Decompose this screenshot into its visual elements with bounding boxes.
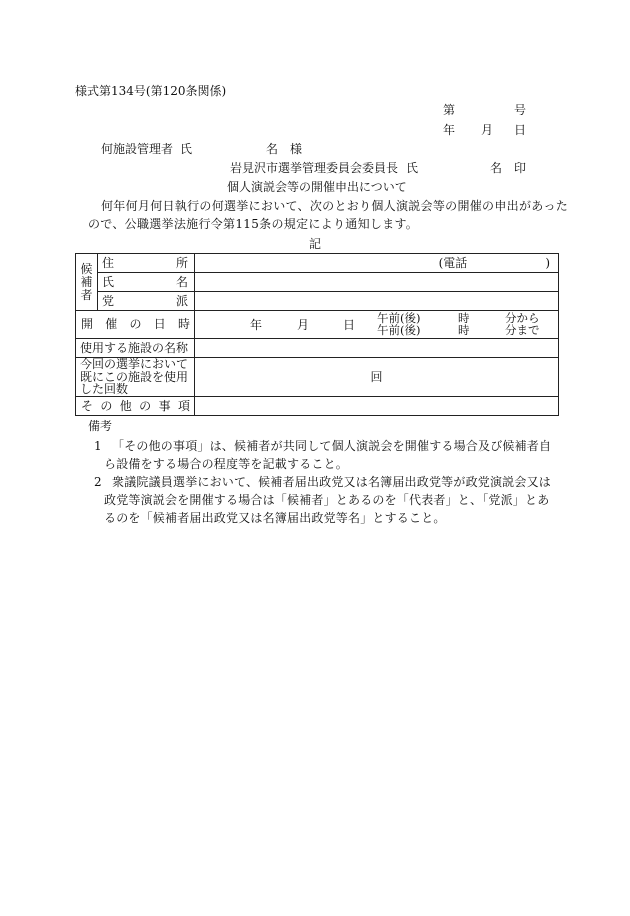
- facility-value-cell: [195, 339, 559, 358]
- sender-mei: 名: [490, 161, 503, 175]
- addressee-mei: 名: [266, 142, 279, 156]
- address-value-cell: [195, 254, 559, 273]
- party-value-cell: [195, 292, 559, 311]
- candidate-label: 候 補 者: [76, 254, 98, 311]
- other-label: そ の 他 の 事 項: [76, 397, 195, 416]
- usage-count-row: [76, 358, 559, 397]
- facility-label: 使用する施設の名称: [76, 339, 195, 358]
- subject-title: 個人演説会等の開催申出について: [227, 180, 407, 194]
- other-row: [76, 397, 559, 416]
- ampm-start: 午前(後): [377, 310, 421, 325]
- note-2: 2 衆議院議員選挙において、候補者届出政党又は名簿届出政党等が政党演説会又は 政党等演説会を開催する場合は「候補者」とあるのを「代表者」と、「党派」とあ るのを「候補者届出政党又は名簿届出政党等名」とすること。: [94, 475, 551, 525]
- name-value-cell: [195, 273, 559, 292]
- datetime-label: 開 催 の 日 時: [76, 311, 195, 339]
- date-year: 年: [443, 123, 456, 137]
- sender-shi: 氏: [406, 161, 419, 175]
- other-value-cell: [195, 397, 559, 416]
- addressee-sama: 様: [290, 142, 303, 156]
- datetime-value-cell: [195, 311, 559, 339]
- addressee-title: 何施設管理者: [101, 142, 174, 156]
- hour-end: 時: [458, 322, 470, 337]
- notes-heading: 備考: [88, 419, 113, 433]
- ki-heading: 記: [309, 237, 322, 251]
- dt-month: 月: [297, 317, 310, 332]
- notification-form-table: [75, 253, 559, 416]
- phone-close: ): [545, 255, 550, 270]
- dt-day: 日: [343, 317, 356, 332]
- note-1: 1 「その他の事項」は、候補者が共同して個人演説会を開催する場合及び候補者自 ら設備をする場合の程度等を記載すること。: [94, 439, 552, 471]
- form-number: 様式第134号(第120条関係): [75, 84, 227, 98]
- date-month: 月: [481, 123, 494, 137]
- party-row: [76, 292, 559, 311]
- note-2-number: 2: [94, 475, 102, 489]
- ampm-end: 午前(後): [377, 322, 421, 337]
- date-day: 日: [514, 123, 527, 137]
- sender-seal: 印: [514, 161, 527, 175]
- note-1-number: 1: [94, 439, 102, 453]
- doc-number-suffix: 号: [514, 103, 527, 117]
- min-from: 分から: [505, 310, 540, 325]
- name-label: 氏 名: [98, 273, 195, 292]
- usage-count-label: 今回の選挙において 既にこの施設を使用 した回数: [76, 358, 195, 397]
- name-row: [76, 273, 559, 292]
- usage-count-value-cell: [195, 358, 559, 397]
- address-label: 住 所: [98, 254, 195, 273]
- datetime-row: [76, 311, 559, 339]
- doc-number-prefix: 第: [443, 103, 456, 117]
- sender-title: 岩見沢市選挙管理委員会委員長: [230, 161, 399, 175]
- count-unit: 回: [370, 369, 383, 384]
- hour-start: 時: [458, 310, 470, 325]
- phone-label: (電話: [438, 255, 468, 270]
- addressee-shi: 氏: [180, 142, 193, 156]
- address-row: [76, 254, 559, 273]
- party-label: 党 派: [98, 292, 195, 311]
- facility-row: [76, 339, 559, 358]
- body-line-1: 何年何月何日執行の何選挙において、次のとおり個人演説会等の開催の申出があった: [101, 199, 569, 213]
- min-to: 分まで: [505, 322, 540, 337]
- body-line-2: ので、公職選挙法施行令第115条の規定により通知します。: [88, 217, 419, 231]
- dt-year: 年: [250, 317, 263, 332]
